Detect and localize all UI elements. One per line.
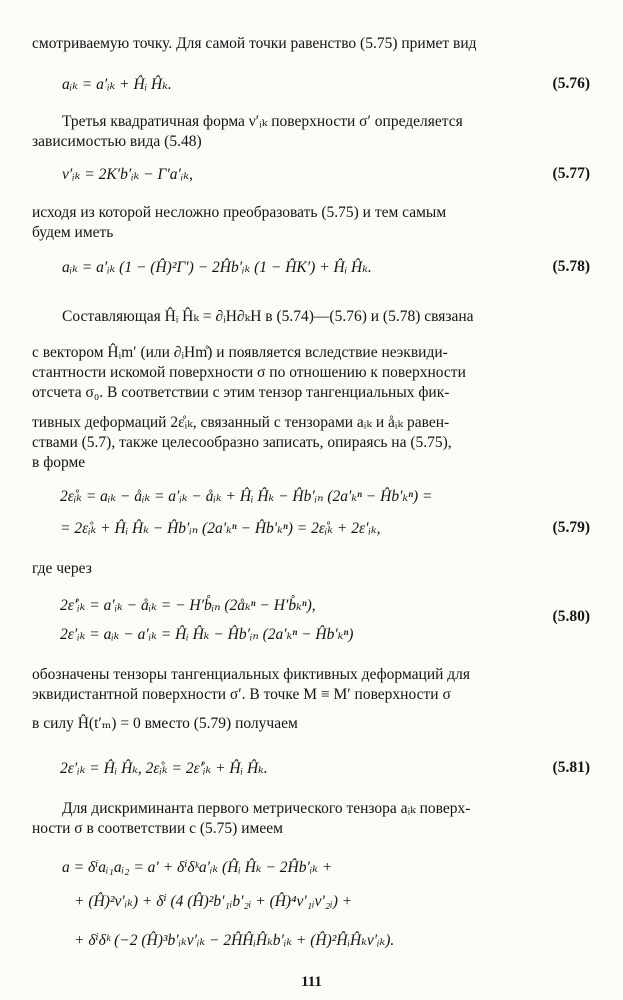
text-line-15: эквидистантной поверхности σ′. В точке M ≡ M′ поверхности σ — [32, 686, 451, 703]
equation-number-5-78: (5.78) — [552, 258, 590, 275]
text-line-4: исходя из которой несложно преобразовать (5.75) и тем самым — [32, 204, 447, 221]
discriminant-line-3: + δⁱδᵏ (−2 (Ĥ)³b′ᵢₖν′ᵢₖ − 2ĤĤᵢĤₖb′ᵢₖ + (Ĥ)²ĤᵢĤₖν′ᵢₖ). — [74, 932, 395, 949]
discriminant-line-1: a = δⁱaᵢ₁aᵢ₂ = a′ + δⁱδᵏa′ᵢₖ (Ĥᵢ Ĥₖ − 2Ĥb′ᵢₖ + — [62, 859, 333, 876]
text-line-17: Для дискриминанта первого метрического тензора aᵢₖ поверх- — [62, 800, 471, 817]
text-line-12: в форме — [32, 454, 86, 471]
text-line-5: будем иметь — [32, 224, 114, 241]
discriminant-line-2: + (Ĥ)²ν′ᵢₖ) + δⁱ (4 (Ĥ)²b′₁ᵢb′₂ᵢ + (Ĥ)⁴ν′₁ᵢν′₂ᵢ) + — [74, 893, 353, 910]
equation-5-77: ν′ᵢₖ = 2K′b′ᵢₖ − Γ′a′ᵢₖ, — [62, 166, 193, 183]
equation-5-76: aᵢₖ = a′ᵢₖ + Ĥᵢ Ĥₖ. — [62, 76, 172, 93]
equation-number-5-81: (5.81) — [552, 759, 590, 776]
equation-number-5-80: (5.80) — [552, 608, 590, 625]
text-line-9: отсчета σ₀. В соответствии с этим тензор тангенциальных фик- — [32, 384, 450, 401]
text-line-2: Третья квадратичная форма ν′ᵢₖ поверхности σ′ определяется — [62, 113, 463, 130]
text-line-18: ности σ в соответствии с (5.75) имеем — [32, 820, 283, 837]
text-line-13: где через — [32, 560, 92, 577]
text-line-11: ствами (5.7), также целесообразно записать, опираясь на (5.75), — [32, 434, 452, 451]
equation-number-5-79: (5.79) — [552, 519, 590, 536]
equation-number-5-76: (5.76) — [552, 75, 590, 92]
text-line-7: с вектором Ĥᵢm′ (или ∂ᵢHm̊) и появляется вследствие неэквиди- — [32, 344, 448, 361]
equation-5-81: 2ε′ᵢₖ = Ĥᵢ Ĥₖ, 2ε̊ᵢₖ = 2ε̊′ᵢₖ + Ĥᵢ Ĥₖ. — [60, 760, 268, 777]
equation-number-5-77: (5.77) — [552, 165, 590, 182]
text-line-16: в силу Ĥ(t′ₘ) = 0 вместо (5.79) получаем — [32, 715, 298, 732]
text-line-10: тивных деформаций 2ε̊ᵢₖ, связанный с тензорами aᵢₖ и åᵢₖ равен- — [32, 414, 450, 431]
equation-5-80-line-1: 2ε̊′ᵢₖ = a′ᵢₖ − åᵢₖ = − H′b̊ᵢₙ (2åₖⁿ − H′b̊ₖⁿ), — [60, 597, 316, 614]
equation-5-79-line-2: = 2ε̊ᵢₖ + Ĥᵢ Ĥₖ − Ĥb′ᵢₙ (2a′ₖⁿ − Ĥb′ₖⁿ) = 2ε̊ᵢₖ + 2ε′ᵢₖ, — [60, 520, 381, 537]
equation-5-78: aᵢₖ = a′ᵢₖ (1 − (Ĥ)²Γ′) − 2Ĥb′ᵢₖ (1 − ĤK′) + Ĥᵢ Ĥₖ. — [62, 259, 372, 276]
equation-5-80-line-2: 2ε′ᵢₖ = aᵢₖ − a′ᵢₖ = Ĥᵢ Ĥₖ − Ĥb′ᵢₙ (2a′ₖⁿ − Ĥb′ₖⁿ) — [60, 626, 354, 643]
text-line-8: стантности искомой поверхности σ по отношению к поверхности — [32, 364, 466, 381]
text-line-14: обозначены тензоры тангенциальных фиктивных деформаций для — [32, 666, 471, 683]
text-line-1: смотриваемую точку. Для самой точки равенство (5.75) примет вид — [32, 35, 477, 52]
text-line-6: Составляющая Ĥᵢ Ĥₖ = ∂ᵢH∂ₖH в (5.74)—(5.76) и (5.78) связана — [62, 308, 474, 325]
page-number: 111 — [301, 974, 322, 990]
equation-5-79-line-1: 2ε̊ᵢₖ = aᵢₖ − åᵢₖ = a′ᵢₖ − åᵢₖ + Ĥᵢ Ĥₖ − Ĥb′ᵢₙ (2a′ₖⁿ − Ĥb′ₖⁿ) = — [60, 488, 433, 505]
text-line-3: зависимостью вида (5.48) — [32, 133, 202, 150]
